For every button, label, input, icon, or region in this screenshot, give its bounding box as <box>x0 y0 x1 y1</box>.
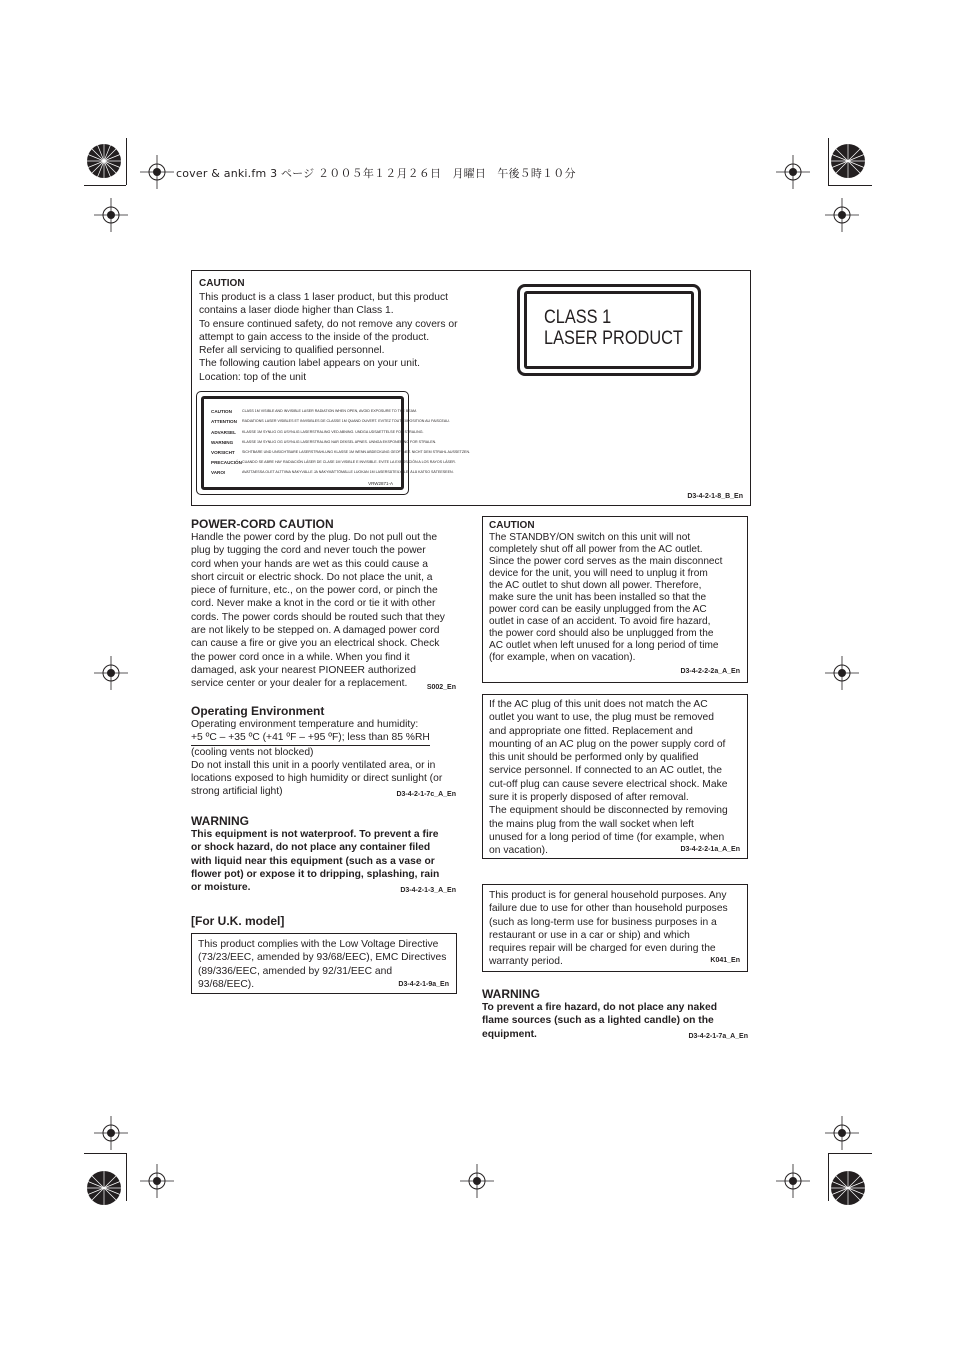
text-line: If the AC plug of this unit does not match the AC <box>489 699 708 710</box>
text-line: and appropriate one fitted. Replacement and <box>489 725 693 737</box>
text-line: flame sources (such as a lighted candle) on the <box>482 1015 714 1027</box>
text-line: cords. The power cords should be routed such that they <box>191 611 445 623</box>
registration-target-icon <box>776 155 810 189</box>
warning-water-section <box>191 814 459 894</box>
standby-caution-box <box>482 516 748 683</box>
text-line: plug by tugging the cord and never touch the power <box>191 545 426 557</box>
text-line: make sure the unit has been installed so that the <box>489 592 707 603</box>
registration-target-icon <box>460 1164 494 1198</box>
household-box <box>482 884 748 972</box>
class1-laser-label <box>517 284 701 376</box>
text-line: This product is for general household purposes. Any <box>489 890 727 901</box>
starburst-target-icon <box>830 1170 866 1206</box>
text-line: sure it is properly disposed of after removal. <box>489 792 689 804</box>
text-line: equipment. <box>482 1028 537 1040</box>
text-line: service center or your dealer for a replacement. <box>191 678 408 690</box>
class1-laser-label-text: CLASS 1 LASER PRODUCT <box>544 307 683 349</box>
section-heading: WARNING <box>191 814 249 828</box>
text-line: service personnel. If connected to an AC outlet, the <box>489 765 722 777</box>
uk-model-box <box>191 933 457 994</box>
text-line: Since the power cord serves as the main disconnect <box>489 556 723 567</box>
text-line: or moisture. <box>191 882 251 894</box>
text-line: AC outlet when left unused for a long period of time <box>489 640 719 651</box>
text-line: this unit should be performed only by qualified <box>489 752 699 764</box>
text-line: can cause a fire or give you an electrical shock. Check <box>191 638 440 650</box>
text-line: This product is a class 1 laser product, but this product <box>199 292 448 303</box>
crop-line <box>84 1153 126 1154</box>
starburst-target-icon <box>86 1170 122 1206</box>
starburst-target-icon <box>86 143 122 179</box>
text-line: Refer all servicing to qualified personnel. <box>199 345 385 357</box>
section-heading: WARNING <box>482 987 540 1001</box>
text-line: locations exposed to high humidity or direct sunlight (or <box>191 773 443 785</box>
text-line: (such as long-term use for business purposes in a <box>489 916 717 928</box>
text-line: flower pot) or expose it to dripping, splashing, rain <box>191 868 440 880</box>
text-line: (for example, when on vacation). <box>489 652 636 663</box>
crop-line <box>126 138 127 185</box>
document-code: D3-4-2-1-3_A_En <box>400 887 456 895</box>
document-code: S002_En <box>426 683 456 691</box>
section-heading: POWER-CORD CAUTION <box>191 517 334 531</box>
text-line: the power cord should also be unplugged from the <box>489 628 714 639</box>
registration-target-icon <box>825 656 859 690</box>
text-line: Do not install this unit in a poorly ventilated area, or in <box>191 759 436 771</box>
laser-caution-text <box>199 291 479 384</box>
text-line: short circuit or electric shock. Do not place the unit, a <box>191 571 433 583</box>
document-code: D3-4-2-2-1a_A_En <box>680 846 740 853</box>
text-line: warranty period. <box>489 956 563 968</box>
text-line: outlet you want to use, the plug must be removed <box>489 712 714 724</box>
text-line: damaged, ask your nearest PIONEER authorized <box>191 664 416 676</box>
temperature-range: +5 ºC – +35 ºC (+41 ºF – +95 ºF); less than 85 %RH <box>191 731 430 745</box>
text-line: with liquid near this equipment (such as a vase or <box>191 855 435 867</box>
crop-line <box>84 185 126 186</box>
text-line: contains a laser diode higher than Class 1. <box>199 305 394 317</box>
registration-target-icon <box>825 1116 859 1150</box>
text-line: unused for a long period of time (for example, when <box>489 831 725 843</box>
registration-target-icon <box>94 656 128 690</box>
registration-target-icon <box>94 198 128 232</box>
text-line: This equipment is not waterproof. To prevent a fire <box>191 829 439 840</box>
text-line: To ensure continued safety, do not remove any covers or <box>199 318 458 330</box>
text-line: outlet in case of an accident. To avoid fire hazard, <box>489 616 711 627</box>
text-line: This product complies with the Low Voltage Directive <box>198 939 439 950</box>
file-header-line: cover & anki.fm 3 ページ ２００５年１２月２６日 月曜日 午後５時１０分 <box>176 167 576 180</box>
crop-line <box>828 1153 829 1201</box>
text-line: cord. Never make a knot in the cord or tie it with other <box>191 598 436 610</box>
operating-environment-section <box>191 704 459 799</box>
text-line: To prevent a fire hazard, do not place any naked <box>482 1002 717 1013</box>
ac-plug-box <box>482 694 748 859</box>
text-line: The equipment should be disconnected by removing <box>489 805 728 817</box>
starburst-target-icon <box>830 143 866 179</box>
text-line: or shock hazard, do not place any container filed <box>191 842 431 854</box>
text-line: mounting of an AC plug on the power supply cord of <box>489 738 726 750</box>
text-line: The following caution label appears on your unit. <box>199 358 420 370</box>
text-line: (73/23/EEC, amended by 93/68/EEC), EMC Directives <box>198 952 447 964</box>
text-line: Operating environment temperature and humidity: <box>191 719 419 730</box>
text-line: Location: top of the unit <box>199 371 307 383</box>
text-line: completely shut off all power from the AC outlet. <box>489 544 703 555</box>
registration-target-icon <box>825 198 859 232</box>
text-line: are not likely to be stepped on. A damaged power cord <box>191 625 440 637</box>
warning-fire-section <box>482 987 748 1041</box>
text-line: on vacation). <box>489 845 548 857</box>
text-line: cut-off plug can cause severe electrical shock. Make <box>489 778 728 790</box>
text-line: the power cord once in a while. When you find it <box>191 651 410 663</box>
text-line: power cord can be easily unplugged from the AC <box>489 604 707 615</box>
document-code: K041_En <box>710 957 740 964</box>
document-code: D3-4-2-1-9a_En <box>398 981 449 988</box>
registration-target-icon <box>94 1116 128 1150</box>
document-code: D3-4-2-1-7a_A_En <box>688 1032 748 1040</box>
label-code: VRW2871-A <box>368 481 393 486</box>
section-heading: CAUTION <box>489 520 535 531</box>
text-line: cord when your hands are wet as this could cause a <box>191 558 428 570</box>
text-line: The STANDBY/ON switch on this unit will not <box>489 532 691 543</box>
document-code: D3-4-2-1-7c_A_En <box>396 790 456 798</box>
text-line: piece of furniture, etc., on the power cord, or pinch the <box>191 585 438 597</box>
text-line: restaurant or use in a car or ship) and which <box>489 929 690 941</box>
uk-model-heading: [For U.K. model] <box>191 914 285 928</box>
text-line: the mains plug from the wall socket when left <box>489 818 694 830</box>
multilingual-caution-label: CAUTION CLASS 1M VISIBLE AND INVISIBLE LASER RADIATION WHEN OPEN, AVOID EXPOSURE TO THE BEAM. ATTENTION RADIATIONS LASER VISIBLES ET INVISIBLES DE CLASSE 1M QUAND OUVERT. EVITEZ TOUT EXPOSITION AU FAISCEAU. ADVARSEL KLASSE 1M SYNLIG OG USYNLIG LASERSTRALING VED ABNING. UNDGA UDSAETTELSE FOR STRALING. WARNING KLASSE 1M SYNLIG OG USYNLIG LASERSTRALING NAR DEKSEL APNES. UNNGA EKSPONERING FOR STRALEN. VORSICHT SICHTBARE UND UNSICHTBARE LASERSTRAHLUNG KLASSE 1M WENN ABDECKUNG GEOFFNET. NICHT DEM STRAHL AUSSETZEN. PRECAUCIÓN CUANDO SE ABRE HAY RADIACIÓN LÁSER DE CLASE 1M VISIBLE E INVISIBLE. EVITE LA EXPOSICIÓN A LOS RAYOS LÁSER. VARO! AVATTAESSA OLET ALTTIINA NÄKYVÄLLE JA NÄKYMÄTTÖMÄLLE LUOKAN 1M LASERSÄTEILYLLE. ÄLÄ KATSO SÄTEESEEN. VRW2871-A <box>196 391 409 495</box>
document-code: D3-4-2-2-2a_A_En <box>680 668 740 675</box>
text-line: failure due to use for other than household purposes <box>489 903 728 915</box>
text-line: (cooling vents not blocked) <box>191 746 314 758</box>
text-line: attempt to gain access to the inside of the product. <box>199 331 430 343</box>
text-line: Handle the power cord by the plug. Do not pull out the <box>191 532 438 543</box>
text-line: strong artificial light) <box>191 786 283 798</box>
crop-line <box>126 1153 127 1201</box>
text-line: 93/68/EEC). <box>198 978 255 990</box>
text-line: device for the unit, you will need to unplug it from <box>489 568 708 579</box>
power-cord-section <box>191 517 459 691</box>
laser-caution-heading: CAUTION <box>199 278 245 289</box>
text-line: the AC outlet to shut down all power. Therefore, <box>489 580 702 591</box>
registration-target-icon <box>140 1164 174 1198</box>
section-heading: Operating Environment <box>191 704 325 718</box>
registration-target-icon <box>776 1164 810 1198</box>
crop-line <box>828 138 829 185</box>
text-line: (89/336/EEC, amended by 92/31/EEC and <box>198 965 393 977</box>
crop-line <box>828 185 872 186</box>
text-line: requires repair will be charged for even during the <box>489 943 716 955</box>
registration-target-icon <box>140 155 174 189</box>
crop-line <box>828 1153 872 1154</box>
document-code: D3-4-2-1-8_B_En <box>687 493 743 500</box>
